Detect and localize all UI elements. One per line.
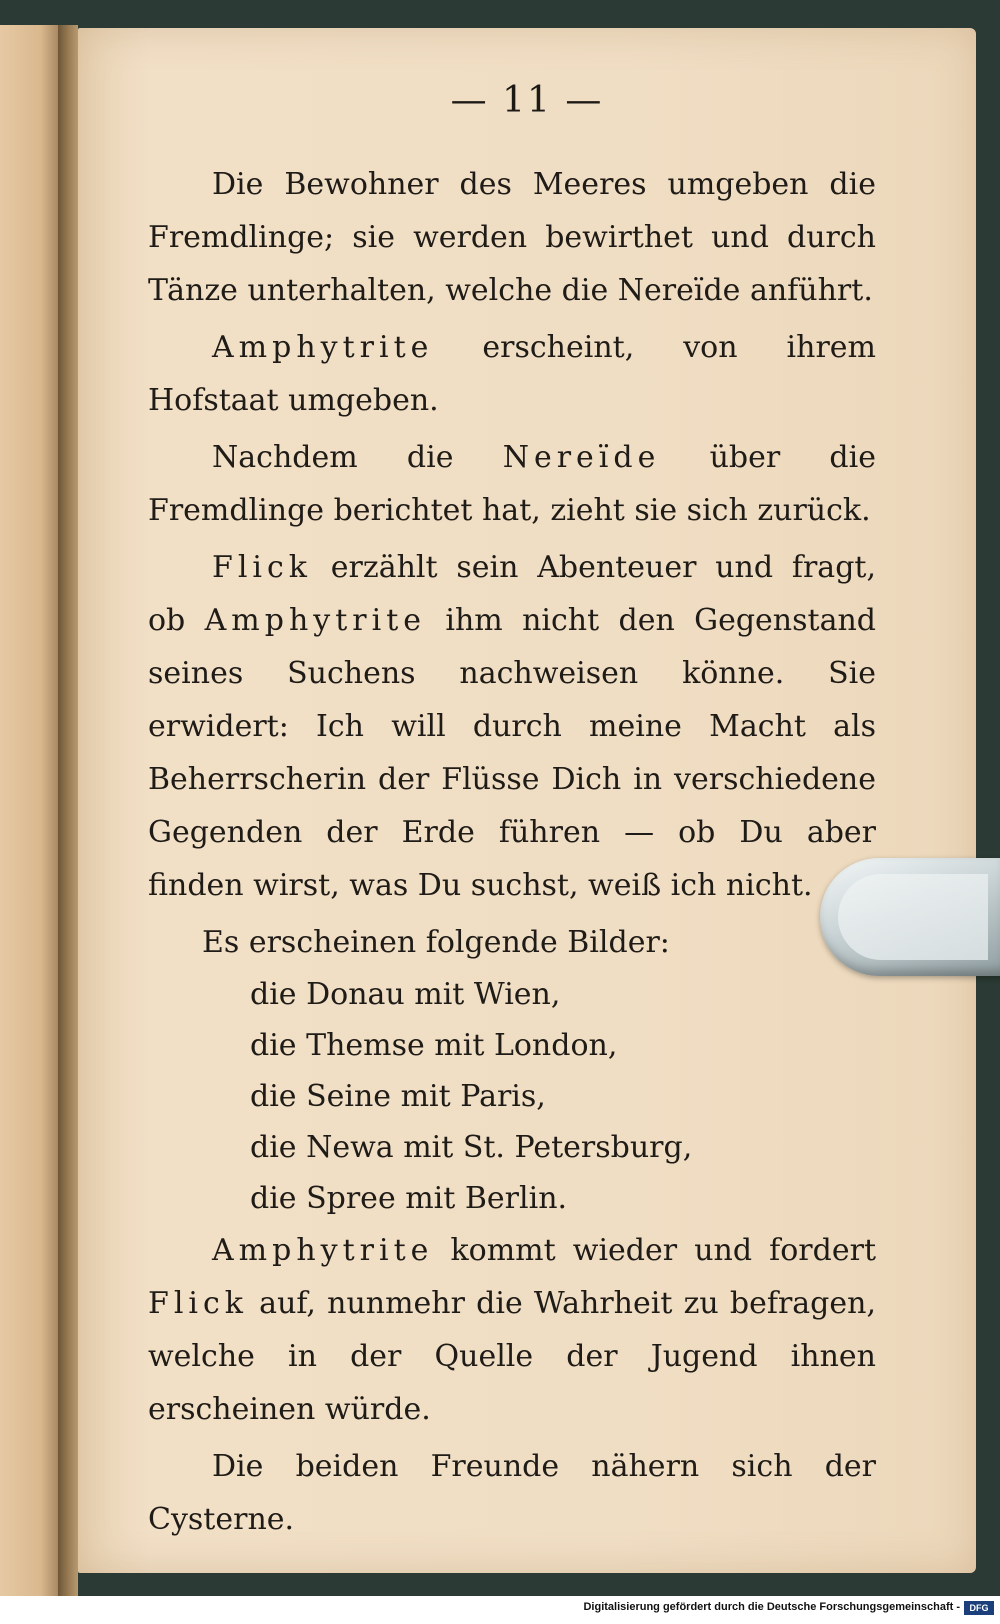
paragraph-2-text: erscheint, von ihrem Hofstaat umgeben.	[148, 330, 876, 418]
page-clip-highlight	[838, 874, 988, 960]
list-item: die Spree mit Berlin.	[250, 1181, 568, 1216]
name-flick: Flick	[212, 550, 312, 585]
page-text	[148, 158, 876, 1550]
paragraph-4	[148, 541, 876, 912]
list-item: die Themse mit London,	[250, 1028, 618, 1063]
places-list	[148, 969, 876, 1224]
paragraph-6-text-b: auf, nunmehr die Wahrheit zu befragen, welche in der Quelle der Jugend ihnen erscheinen würde.	[148, 1286, 876, 1427]
name-flick: Flick	[148, 1286, 248, 1321]
footer-bar	[0, 1596, 1000, 1624]
name-amphytrite: Amphytrite	[212, 1233, 434, 1268]
paragraph-6	[148, 1224, 876, 1436]
list-item: die Seine mit Paris,	[250, 1079, 546, 1114]
paragraph-3-text-b: über die Fremdlinge berichtet hat, zieht sie sich zurück.	[148, 440, 876, 528]
paragraph-4-text-a: erzählt sein Abenteuer und fragt, ob	[148, 550, 876, 638]
paragraph-4-text-b: ihm nicht den Gegenstand seines Suchens nachweisen könne. Sie erwidert: Ich will durch meine Macht als Beherrscherin der Flüsse Dich in verschiedene Gegenden der Erde führen — ob Du aber finden wirst, was Du suchst, weiß ich nicht.	[148, 603, 876, 903]
paragraph-1: Die Bewohner des Meeres umgeben die Fremdlinge; sie werden bewirthet und durch Tänze unterhalten, welche die Nereïde anführt.	[148, 167, 876, 308]
paragraph-7: Die beiden Freunde nähern sich der Cysterne.	[148, 1449, 876, 1537]
page-number: — 11 —	[450, 80, 604, 121]
paragraph-3	[148, 431, 876, 537]
dfg-logo: DFG	[964, 1601, 994, 1615]
paragraph-5: Es erscheinen folgende Bilder:	[202, 925, 670, 960]
name-nereide: Nereïde	[502, 440, 661, 475]
name-amphytrite: Amphytrite	[204, 603, 427, 638]
paragraph-2	[148, 321, 876, 427]
list-item: die Donau mit Wien,	[250, 977, 561, 1012]
book-gutter	[58, 25, 78, 1596]
left-page-edge	[0, 25, 58, 1596]
list-item: die Newa mit St. Petersburg,	[250, 1130, 693, 1165]
paragraph-3-text-a: Nachdem die	[212, 440, 503, 475]
funding-credit: Digitalisierung gefördert durch die Deutsche Forschungsgemeinschaft -	[583, 1601, 960, 1613]
name-amphytrite: Amphytrite	[212, 330, 434, 365]
paragraph-6-text-a: kommt wieder und fordert	[433, 1233, 876, 1268]
